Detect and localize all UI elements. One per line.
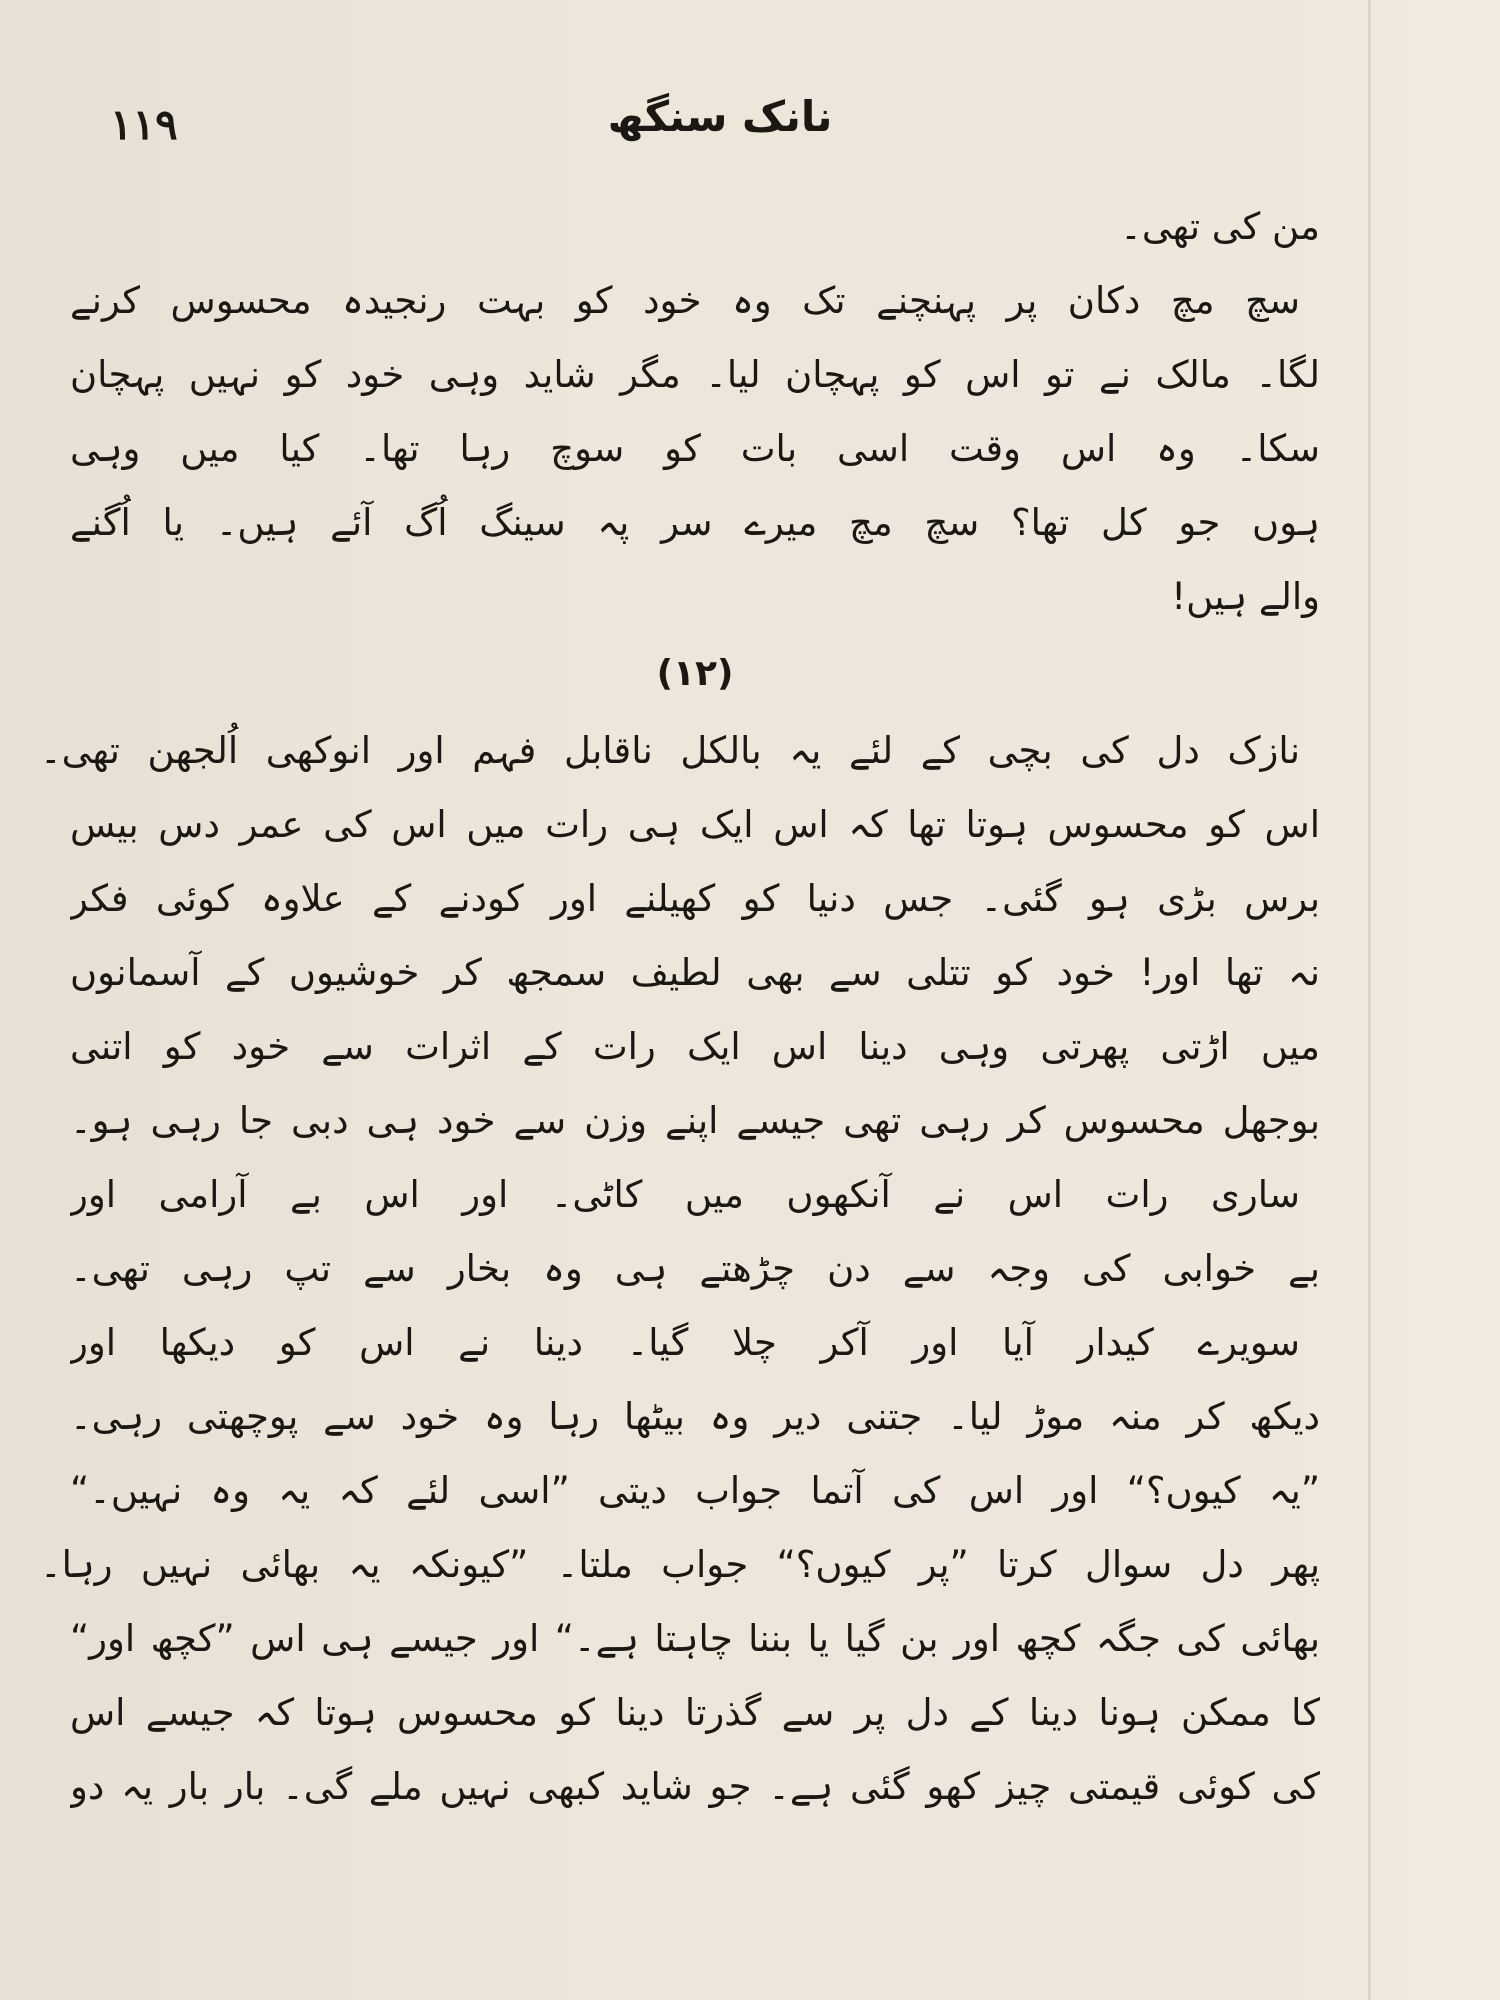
text-line: ”یہ کیوں؟“ اور اس کی آتما جواب دیتی ”اسی لئے کہ یہ وہ نہیں۔“: [70, 1469, 1320, 1512]
text-line: دیکھ کر منہ موڑ لیا۔ جتنی دیر وہ بیٹھا رہا وہ خود سے پوچھتی رہی۔: [70, 1395, 1320, 1438]
text-line: سچ مچ دکان پر پہنچنے تک وہ خود کو بہت رنجیدہ محسوس کرنے: [70, 279, 1300, 322]
text-line: نازک دل کی بچی کے لئے یہ بالکل ناقابل فہم اور انوکھی اُلجھن تھی۔: [40, 729, 1300, 772]
text-line: برس بڑی ہو گئی۔ جس دنیا کو کھیلنے اور کودنے کے علاوہ کوئی فکر: [70, 877, 1320, 920]
text-line: والے ہیں!: [1171, 575, 1320, 618]
page-header: [110, 92, 1330, 162]
page-number: ۱۱۹: [110, 100, 178, 149]
text-line: من کی تھی۔: [1120, 205, 1320, 248]
text-line: لگا۔ مالک نے تو اس کو پہچان لیا۔ مگر شاید وہی خود کو نہیں پہچان: [70, 353, 1320, 396]
text-line: سویرے کیدار آیا اور آکر چلا گیا۔ دینا نے اس کو دیکھا اور: [70, 1321, 1300, 1364]
text-line: سکا۔ وہ اس وقت اسی بات کو سوچ رہا تھا۔ کیا میں وہی: [70, 427, 1320, 470]
text-line: نہ تھا اور! خود کو تتلی سے بھی لطیف سمجھ کر خوشیوں کے آسمانوں: [70, 951, 1320, 994]
text-line: بھائی کی جگہ کچھ اور بن گیا یا بننا چاہتا ہے۔“ اور جیسے ہی اس ”کچھ اور“: [70, 1617, 1320, 1660]
section-number: (۱۲): [656, 653, 734, 694]
text-line: اس کو محسوس ہوتا تھا کہ اس ایک ہی رات میں اس کی عمر دس بیس: [70, 803, 1320, 846]
text-line: بے خوابی کی وجہ سے دن چڑھتے ہی وہ بخار سے تپ رہی تھی۔: [70, 1247, 1320, 1290]
text-line: ہوں جو کل تھا؟ سچ مچ میرے سر پہ سینگ اُگ آئے ہیں۔ یا اُگنے: [70, 501, 1320, 544]
text-line: میں اڑتی پھرتی وہی دینا اس ایک رات کے اثرات سے خود کو اتنی: [70, 1025, 1320, 1068]
running-title: نانک سنگھ: [607, 92, 833, 141]
text-line: پھر دل سوال کرتا ”پر کیوں؟“ جواب ملتا۔ ”کیونکہ یہ بھائی نہیں رہا۔: [40, 1543, 1320, 1586]
text-line: کی کوئی قیمتی چیز کھو گئی ہے۔ جو شاید کبھی نہیں ملے گی۔ بار بار یہ دو: [70, 1765, 1320, 1808]
body-text: [40, 190, 1320, 1824]
text-line: ساری رات اس نے آنکھوں میں کاٹی۔ اور اس بے آرامی اور: [70, 1173, 1300, 1216]
text-line: کا ممکن ہونا دینا کے دل پر سے گذرتا دینا کو محسوس ہوتا کہ جیسے اس: [70, 1691, 1320, 1734]
text-line: بوجھل محسوس کر رہی تھی جیسے اپنے وزن سے خود ہی دبی جا رہی ہو۔: [70, 1099, 1320, 1142]
